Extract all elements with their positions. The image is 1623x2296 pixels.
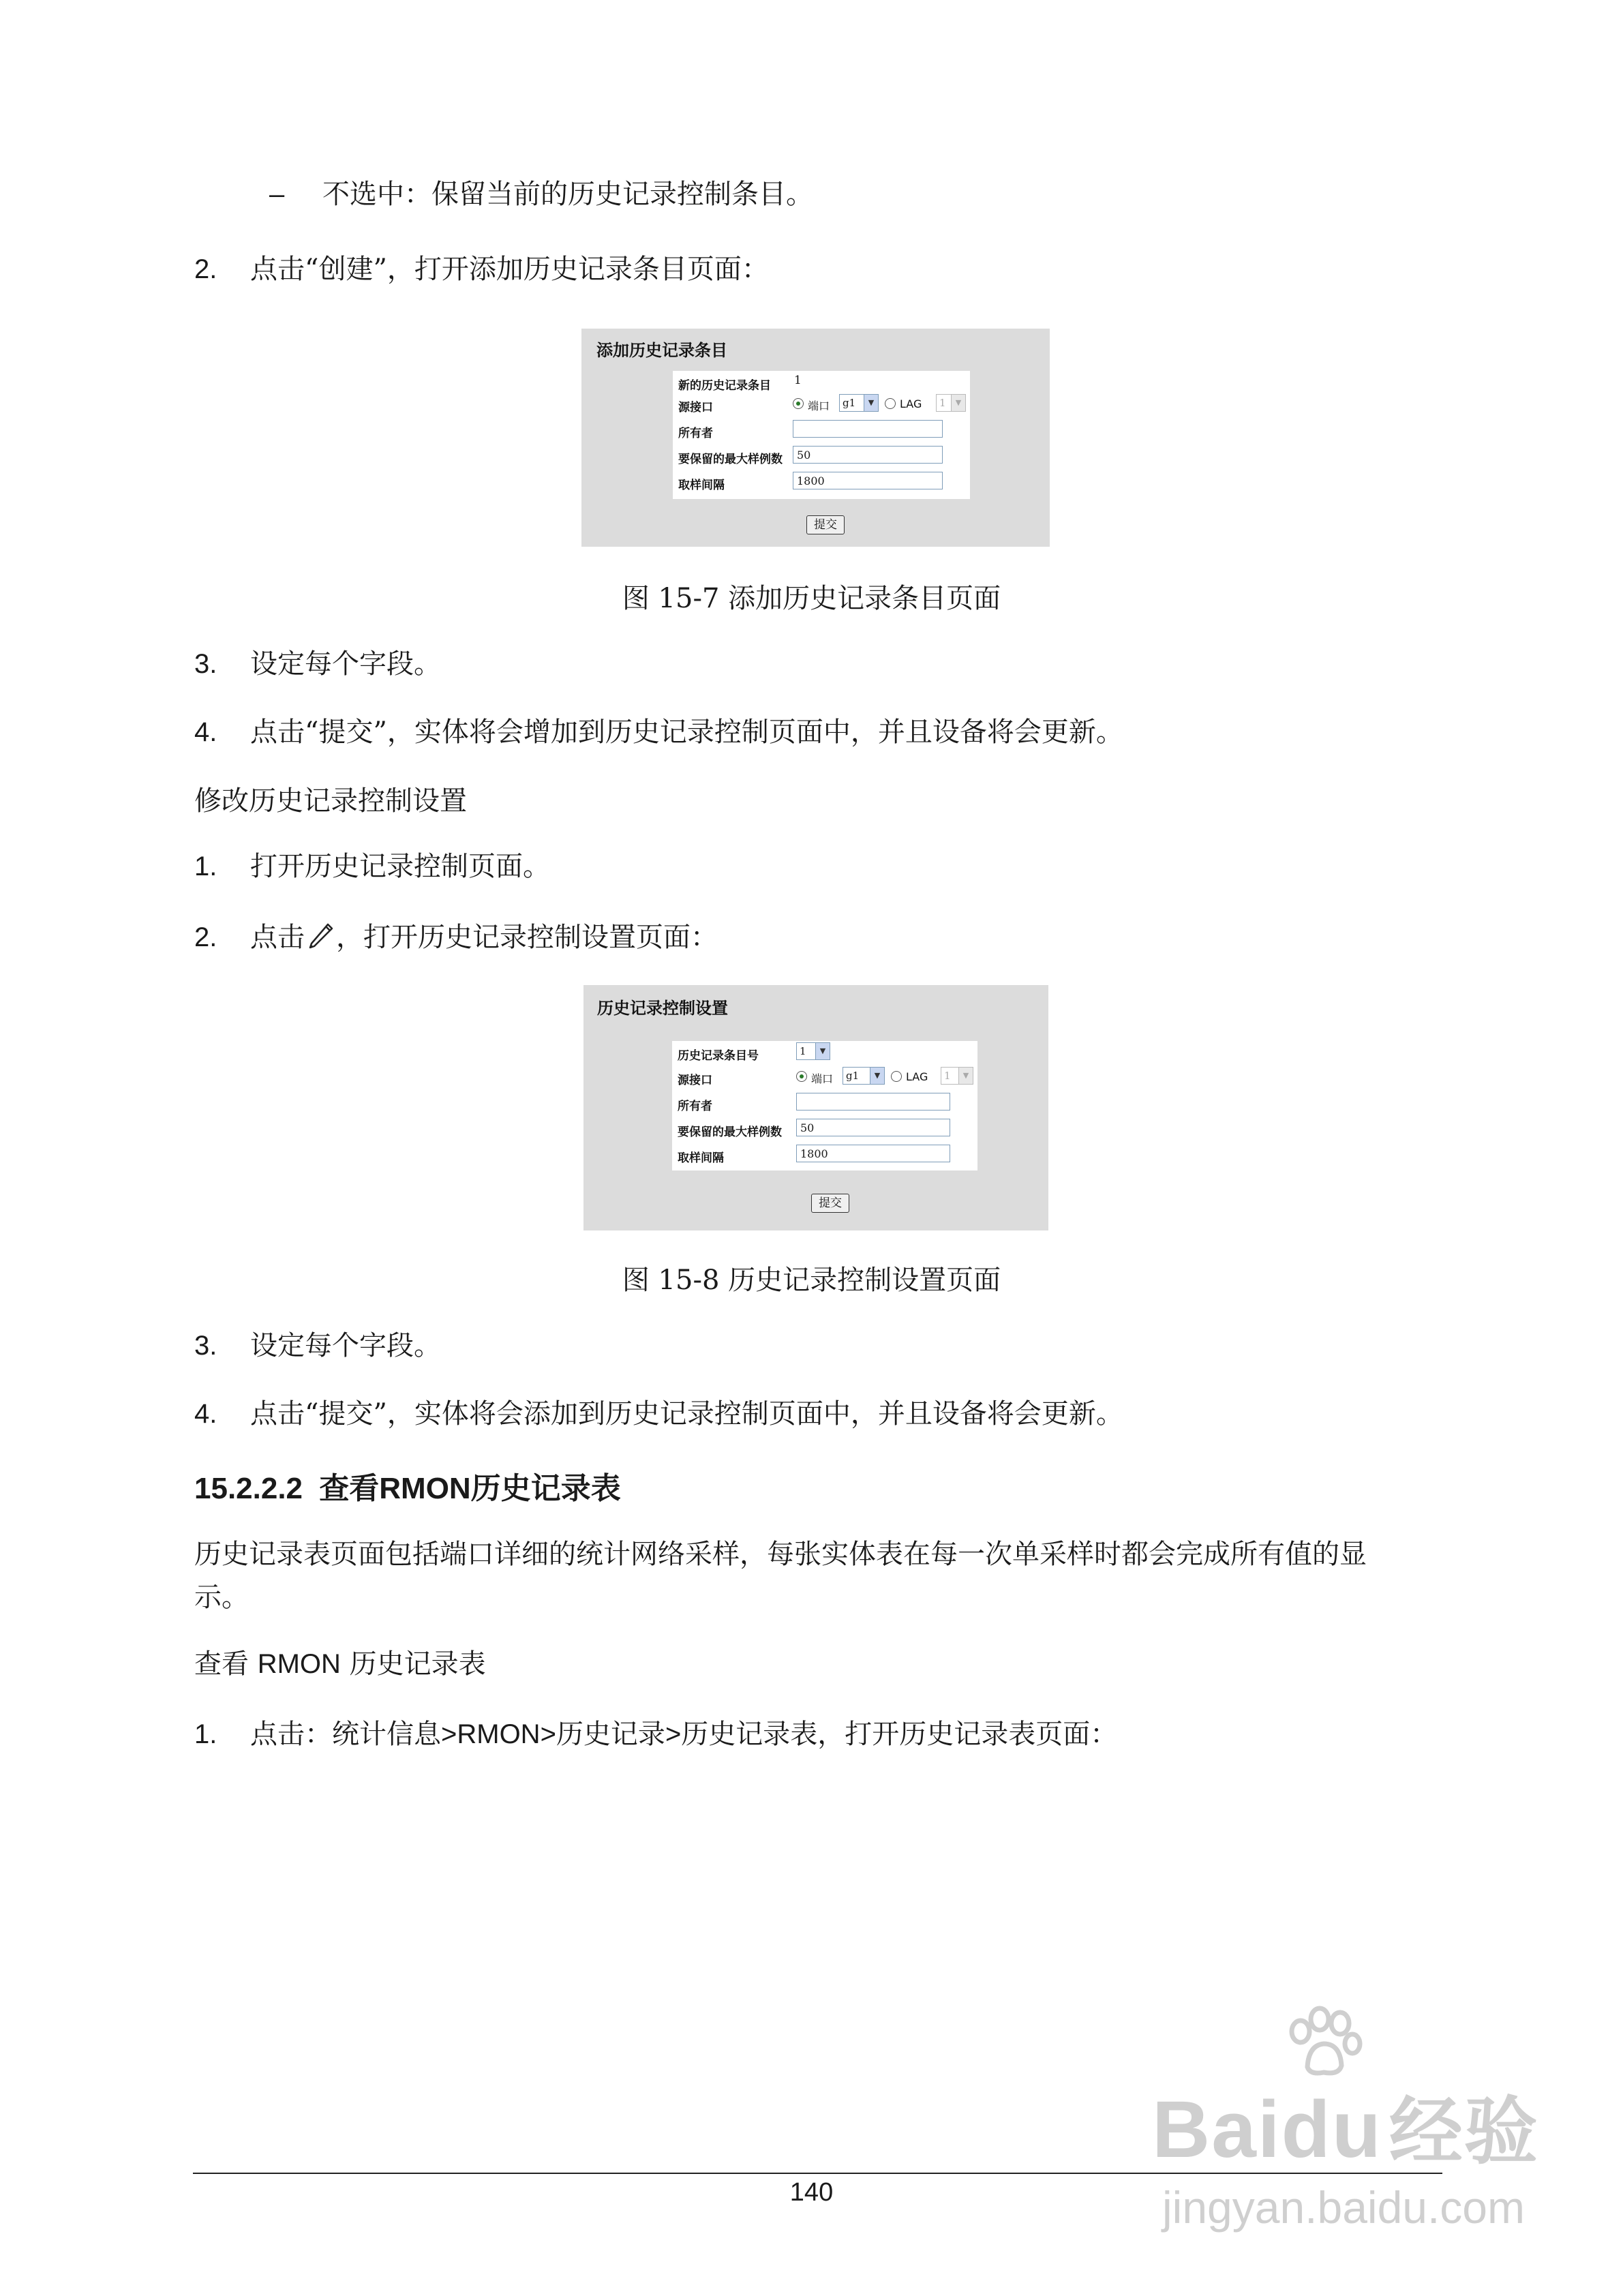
interval-input[interactable]: 1800	[796, 1145, 950, 1162]
dash-bullet: –	[269, 179, 285, 209]
field-label: 所有者	[678, 427, 713, 440]
step-create	[194, 251, 769, 288]
form-row-entry-number	[672, 1041, 977, 1067]
watermark-text: Bai	[1152, 2085, 1281, 2175]
section-title-part: RMON	[379, 1472, 471, 1505]
step-text: 点击：统计信息	[250, 1719, 441, 1750]
dash-text: 不选中：保留当前的历史记录控制条目。	[322, 179, 813, 210]
submit-button[interactable]: 提交	[806, 515, 845, 534]
step-text: 设定每个字段。	[250, 648, 441, 680]
watermark-brand	[1152, 2072, 1539, 2178]
watermark-text: 经验	[1389, 2089, 1539, 2175]
step-open-page	[194, 848, 550, 885]
port-select[interactable]	[843, 1067, 885, 1085]
form-row-max-samples	[672, 1117, 977, 1143]
lag-select-value: 1	[939, 397, 946, 409]
field-label: 所有者	[678, 1100, 712, 1113]
section-title-part: 历史记录表	[470, 1471, 621, 1506]
pencil-icon[interactable]	[305, 919, 336, 950]
step-number: 1.	[194, 1719, 217, 1749]
dash-item	[269, 176, 813, 213]
step-number: 3.	[194, 1331, 217, 1361]
step-submit	[194, 714, 1123, 751]
field-label: 源接口	[678, 1074, 712, 1087]
step-click-edit	[194, 919, 718, 956]
form-row-owner	[672, 1091, 977, 1117]
step-text: >	[665, 1719, 682, 1749]
page-number: 140	[789, 2178, 834, 2207]
port-radio-label: 端口	[811, 1072, 834, 1085]
lag-select[interactable]	[941, 1067, 973, 1085]
field-label: 取样间隔	[678, 1151, 724, 1165]
field-label: 要保留的最大样例数	[678, 1126, 782, 1139]
section-heading	[194, 1464, 621, 1507]
step-text: ，打开历史记录控制设置页面：	[336, 922, 718, 953]
owner-input[interactable]	[793, 420, 943, 438]
max-samples-input[interactable]: 50	[796, 1119, 950, 1136]
step-text: 点击	[250, 922, 305, 953]
field-label: 新的历史记录条目	[678, 379, 771, 393]
step-set-fields	[194, 1327, 441, 1364]
field-label: 源接口	[678, 401, 713, 414]
chevron-down-icon: ▼	[958, 1068, 973, 1084]
field-label: 要保留的最大样例数	[678, 453, 783, 466]
intro-paragraph-line: 历史记录表页面包括端口详细的统计网络采样，每张实体表在每一次单采样时都会完成所有值的显	[194, 1539, 1367, 1570]
view-title-part: 历史记录表	[340, 1648, 486, 1680]
step-navigate	[194, 1716, 1117, 1753]
interval-input[interactable]: 1800	[793, 472, 943, 489]
port-select[interactable]	[839, 394, 879, 412]
form-row-owner	[673, 419, 970, 444]
figure-title: 历史记录控制设置	[597, 999, 728, 1018]
chevron-down-icon: ▼	[864, 395, 878, 411]
submit-button[interactable]: 提交	[811, 1194, 849, 1213]
port-select-value: g1	[846, 1070, 860, 1082]
chevron-down-icon: ▼	[815, 1043, 830, 1059]
subsection-title: 修改历史记录控制设置	[194, 785, 467, 817]
step-text: 点击“提交”，实体将会添加到历史记录控制页面中，并且设备将会更新。	[250, 1398, 1123, 1430]
step-number: 3.	[194, 649, 217, 679]
watermark-text: du	[1281, 2085, 1382, 2175]
step-text: 打开历史记录控制页面。	[250, 851, 550, 882]
step-set-fields	[194, 646, 441, 682]
step-text: 点击“创建”，打开添加历史记录条目页面：	[250, 254, 769, 285]
paw-icon	[1281, 2004, 1363, 2079]
step-submit	[194, 1395, 1123, 1432]
form-row-interval	[672, 1143, 977, 1169]
form-row-max-samples	[673, 444, 970, 470]
port-radio[interactable]	[796, 1071, 807, 1082]
new-entry-value: 1	[794, 374, 802, 387]
step-number: 4.	[194, 1399, 217, 1429]
figure-history-control-settings	[583, 985, 1048, 1230]
lag-radio[interactable]	[891, 1071, 902, 1082]
form-row-source-interface	[673, 393, 970, 419]
field-label: 历史记录条目号	[678, 1049, 759, 1063]
port-radio[interactable]	[793, 398, 804, 409]
step-number: 2.	[194, 254, 217, 284]
figure-caption: 图 15-8 历史记录控制设置页面	[622, 1265, 1001, 1296]
lag-select[interactable]	[936, 394, 966, 412]
view-title-part: RMON	[257, 1649, 341, 1679]
step-text: 设定每个字段。	[250, 1330, 441, 1361]
section-number: 15.2.2.2	[194, 1472, 303, 1505]
lag-radio[interactable]	[885, 398, 896, 409]
step-number: 2.	[194, 922, 217, 952]
form-table	[672, 1041, 977, 1170]
entry-number-value: 1	[800, 1045, 806, 1057]
form-table	[673, 371, 970, 499]
view-title	[194, 1646, 486, 1682]
watermark-url: jingyan.baidu.com	[1162, 2182, 1525, 2233]
entry-number-select[interactable]	[796, 1042, 830, 1060]
view-title-part: 查看	[194, 1648, 258, 1680]
lag-radio-label: LAG	[906, 1070, 928, 1083]
port-select-value: g1	[843, 397, 856, 409]
step-number: 4.	[194, 717, 217, 747]
intro-paragraph-line: 示。	[194, 1582, 249, 1613]
step-text: 点击“提交”，实体将会增加到历史记录控制页面中，并且设备将会更新。	[250, 716, 1123, 748]
figure-title: 添加历史记录条目	[596, 341, 727, 360]
step-text: 历史记录表，打开历史记录表页面：	[681, 1719, 1118, 1750]
owner-input[interactable]	[796, 1093, 950, 1111]
chevron-down-icon: ▼	[870, 1068, 884, 1084]
section-title-part: 查看	[319, 1471, 380, 1506]
max-samples-input[interactable]: 50	[793, 446, 943, 464]
lag-select-value: 1	[944, 1070, 951, 1082]
port-radio-label: 端口	[808, 399, 830, 412]
step-number: 1.	[194, 851, 217, 881]
step-text: 历史记录	[556, 1719, 665, 1750]
form-row-interval	[673, 470, 970, 496]
figure-caption: 图 15-7 添加历史记录条目页面	[622, 583, 1001, 614]
chevron-down-icon: ▼	[951, 395, 965, 411]
field-label: 取样间隔	[678, 479, 725, 492]
lag-radio-label: LAG	[900, 397, 922, 410]
figure-add-history-entry	[581, 329, 1050, 547]
step-text: >RMON>	[441, 1719, 556, 1749]
form-row-source-interface	[672, 1066, 977, 1091]
